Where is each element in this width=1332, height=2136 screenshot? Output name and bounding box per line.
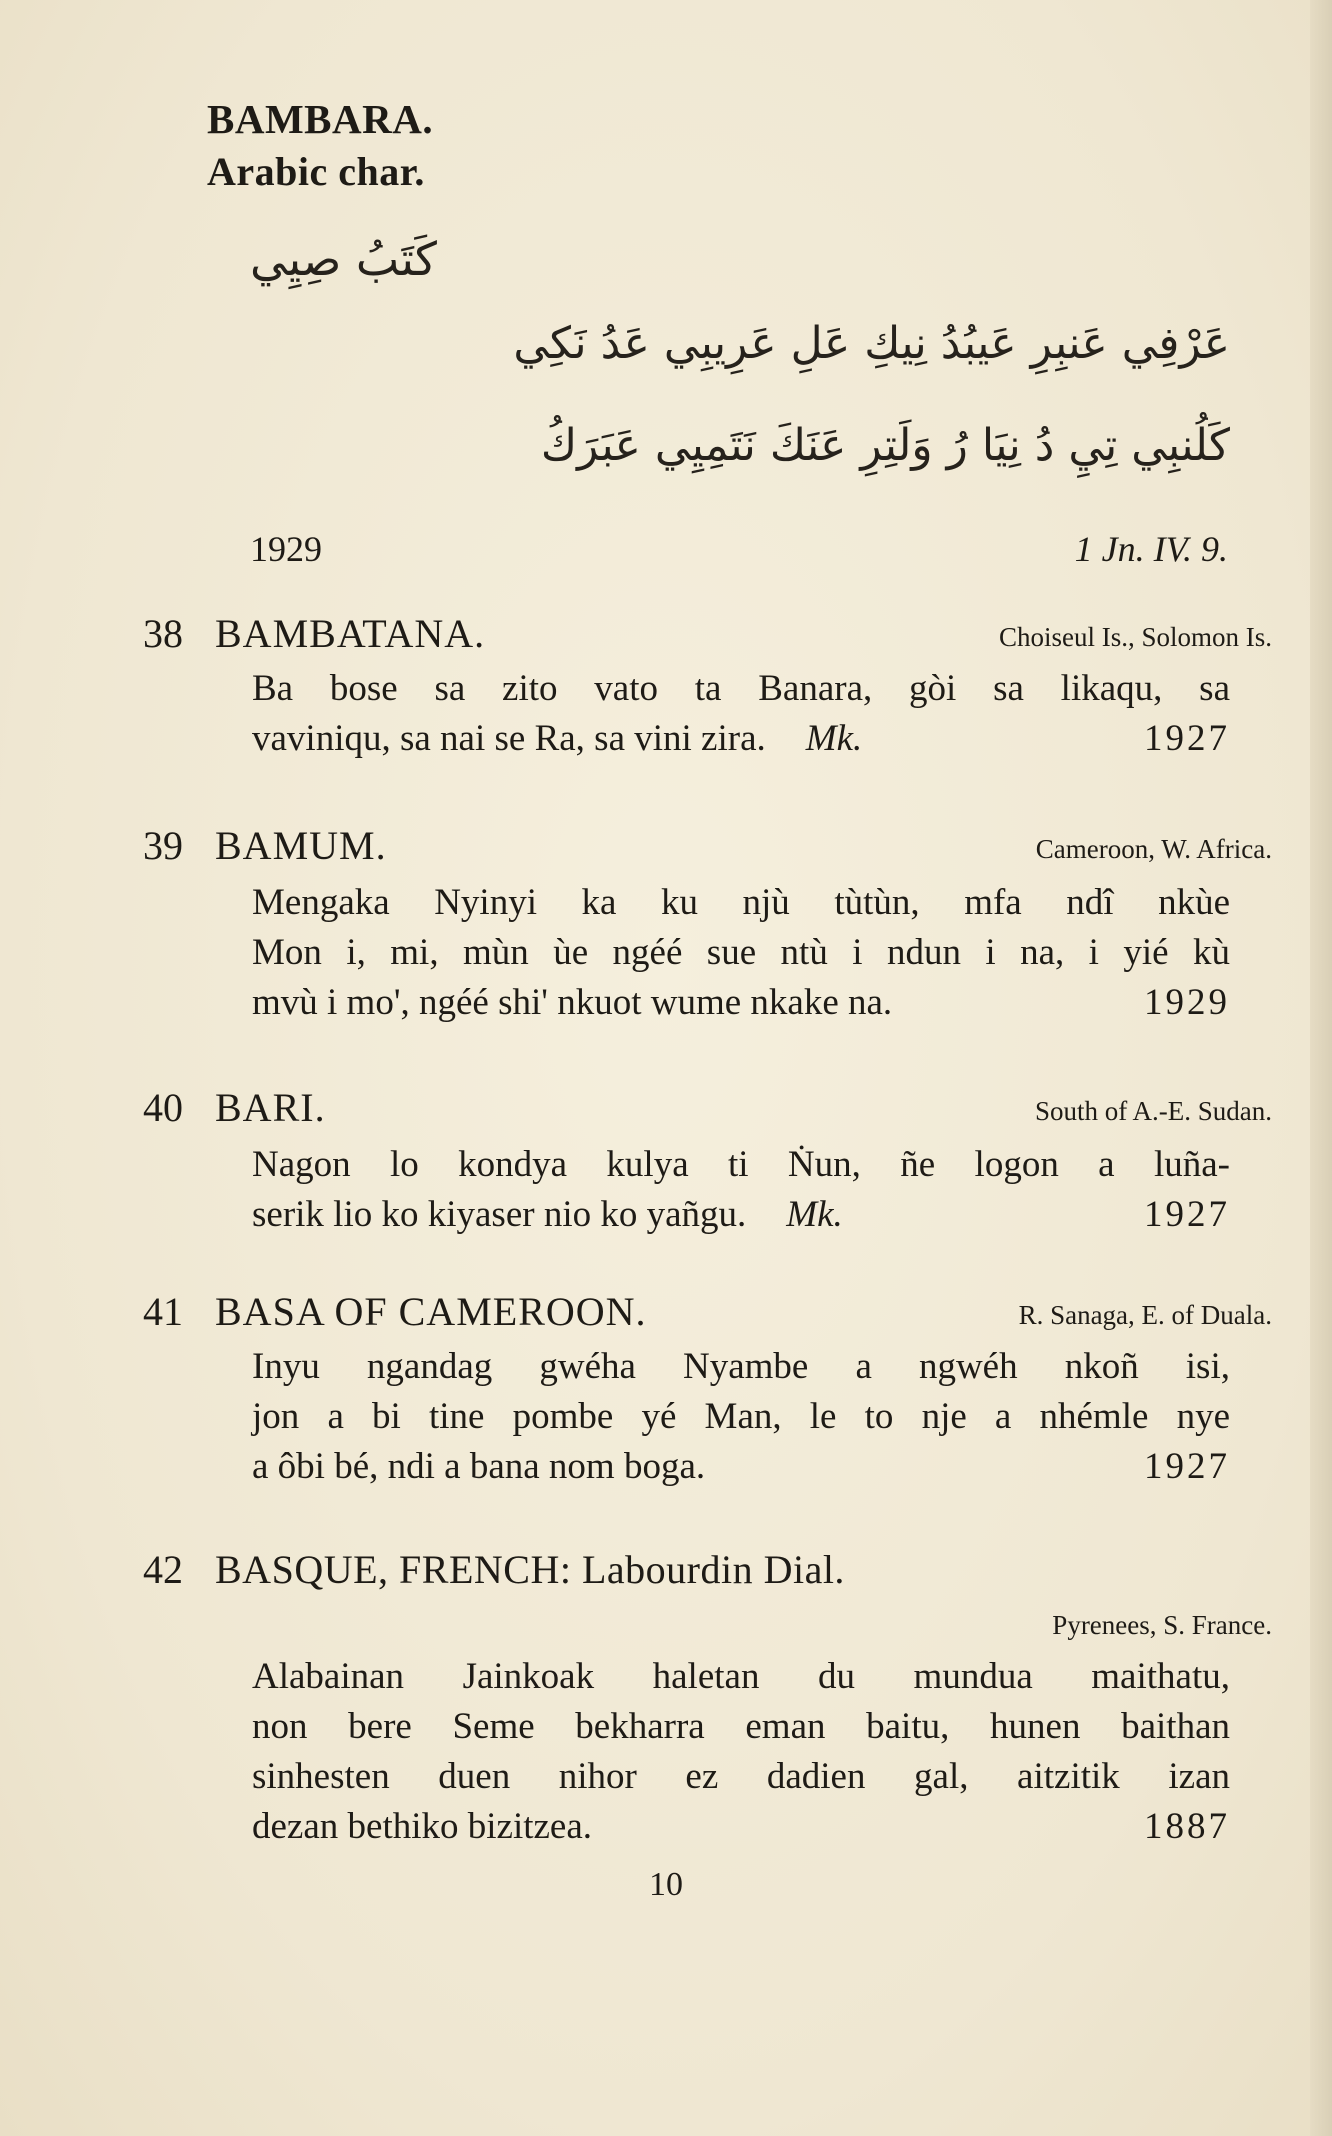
text-line-last [252, 1442, 1230, 1492]
text-line: sinhesten duen nihor ez dadien gal, aitzitik izan [252, 1756, 1230, 1797]
entry-number: 41 [143, 1289, 183, 1334]
arabic-line-1: كَتَبُ صِيِي [250, 232, 437, 286]
entry-number: 40 [143, 1085, 183, 1130]
text-line: mvù i mo', ngéé shi' nkuot wume nkake na. [252, 982, 893, 1023]
text-line-last [252, 978, 1230, 1028]
text-line: Mengaka Nyinyi ka ku njù tùtùn, mfa ndî nkùe [252, 882, 1230, 923]
language-name: BARI. [215, 1085, 326, 1130]
entry-41-title [143, 1288, 647, 1335]
entry-year: 1927 [1144, 1194, 1230, 1235]
bambara-year: 1929 [250, 529, 322, 569]
entry-year: 1887 [1144, 1806, 1230, 1847]
page-number: 10 [649, 1866, 683, 1903]
text-line: serik lio ko kiyaser nio ko yañgu. [252, 1194, 747, 1235]
language-name: BASA OF CAMEROON. [215, 1289, 647, 1334]
language-name: BAMBATANA. [215, 611, 486, 656]
text-line-last [252, 1802, 1230, 1852]
entry-40-region: South of A.-E. Sudan. [1034, 1096, 1272, 1126]
entry-number: 38 [143, 611, 183, 656]
entry-40-text [252, 1140, 1230, 1240]
arabic-line-2: عَرْفِي عَنبِرِ عَيبُدُ نِيكِ عَلِ عَرِيبِي عَدُ نَكِي [513, 318, 1230, 369]
text-line: vaviniqu, sa nai se Ra, sa vini zira. [252, 718, 766, 759]
text-line: jon a bi tine pombe yé Man, le to nje a nhémle nye [252, 1396, 1230, 1437]
text-line: Ba bose sa zito vato ta Banara, gòi sa likaqu, sa [252, 668, 1230, 709]
bible-reference: 1 Jn. IV. 9. [1074, 529, 1228, 569]
section-title: BAMBARA. [207, 96, 434, 142]
entry-39-region: Cameroon, W. Africa. [1035, 834, 1272, 864]
entry-number: 42 [143, 1547, 183, 1592]
entry-41-region: R. Sanaga, E. of Duala. [1018, 1300, 1272, 1330]
page-edge [1310, 0, 1332, 2136]
text-line: Nagon lo kondya kulya ti Ṅun, ñe logon a luña- [252, 1144, 1230, 1185]
entry-42-region: Pyrenees, S. France. [1052, 1610, 1272, 1640]
entry-year: 1927 [1144, 1446, 1230, 1487]
text-line-last [252, 714, 1230, 764]
entry-39-text [252, 878, 1230, 1028]
text-line-last [252, 1190, 1230, 1240]
entry-38-region: Choiseul Is., Solomon Is. [998, 622, 1272, 652]
section-subtitle: Arabic char. [207, 149, 425, 194]
entry-number: 39 [143, 823, 183, 868]
entry-40-title [143, 1084, 326, 1131]
entry-42-title [143, 1546, 845, 1593]
entry-41-text [252, 1342, 1230, 1492]
text-line: Mon i, mi, mùn ùe ngéé sue ntù i ndun i na, i yié kù [252, 932, 1230, 973]
mark: Mk. [786, 1194, 843, 1235]
text-line: dezan bethiko bizitzea. [252, 1806, 593, 1847]
entry-42-text [252, 1652, 1230, 1852]
entry-year: 1927 [1144, 718, 1230, 759]
entry-38-title [143, 610, 485, 657]
arabic-line-3: كَلُنبِي تِيِ دُ نِيَا رُ وَلَتِرِ عَنَكَ نَتَمِيِي عَبَرَكُ [540, 420, 1230, 471]
mark: Mk. [805, 718, 863, 759]
text-line: Alabainan Jainkoak haletan du mundua maithatu, [252, 1656, 1230, 1697]
entry-year: 1929 [1144, 982, 1230, 1023]
text-line: Inyu ngandag gwéha Nyambe a ngwéh nkoñ isi, [252, 1346, 1230, 1387]
language-name: BAMUM. [215, 823, 387, 868]
entry-38-text [252, 664, 1230, 764]
text-line: non bere Seme bekharra eman baitu, hunen baithan [252, 1706, 1230, 1747]
entry-39-title [143, 822, 387, 869]
text-line: a ôbi bé, ndi a bana nom boga. [252, 1446, 706, 1487]
language-name: BASQUE, FRENCH: Labourdin Dial. [215, 1547, 845, 1592]
